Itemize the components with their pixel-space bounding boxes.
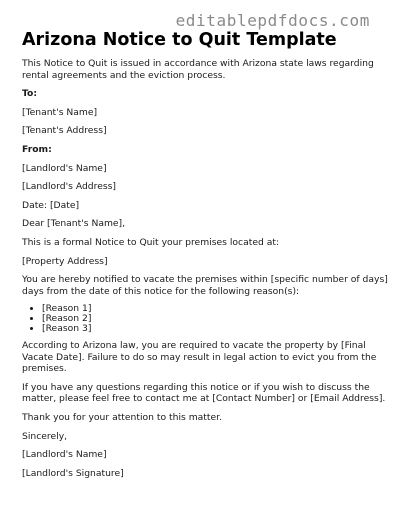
tenant-name: [Tenant's Name] [22,106,98,118]
questions-paragraph: If you have any questions regarding this notice or if you wish to discuss the matter, please feel free to contact me at [Contact Number] or [Email Address]. [22,381,386,405]
law-paragraph: According to Arizona law, you are required to vacate the property by [Final Vacate Date]. Failure to do so may result in legal action to evict you from the premises. [22,340,377,375]
landlord-address: [Landlord's Address] [22,181,117,193]
salutation: Dear [Tenant's Name], [22,218,126,230]
document-page [22,30,394,486]
list-item: • [Reason 3] [42,324,394,334]
landlord-name: [Landlord's Name] [22,162,107,174]
property-address: [Property Address] [22,255,108,267]
from-label: From: [22,143,52,155]
document-title: Arizona Notice to Quit Template [22,30,337,50]
vacate-notice: You are hereby notified to vacate the premises within [specific number of days] days from the date of this notice for the following reason(s): [22,274,388,297]
signature-name: [Landlord's Name] [22,449,107,461]
closing-line: Sincerely, [22,430,68,442]
tenant-address: [Tenant's Address] [22,125,107,137]
site-watermark: editablepdfdocs.com [175,11,370,30]
list-item: • [Reason 2] [42,314,394,324]
date-line: Date: [Date] [22,199,80,211]
to-label: To: [22,88,38,100]
list-item: • [Reason 1] [42,304,394,314]
reasons-list [22,304,394,333]
thanks-line: Thank you for your attention to this matter. [22,412,223,424]
signature-line: [Landlord's Signature] [22,467,124,479]
intro-paragraph: This Notice to Quit is issued in accordance with Arizona state laws regarding rental agreements and the eviction process. [22,58,374,81]
formal-notice: This is a formal Notice to Quit your premises located at: [22,236,280,248]
